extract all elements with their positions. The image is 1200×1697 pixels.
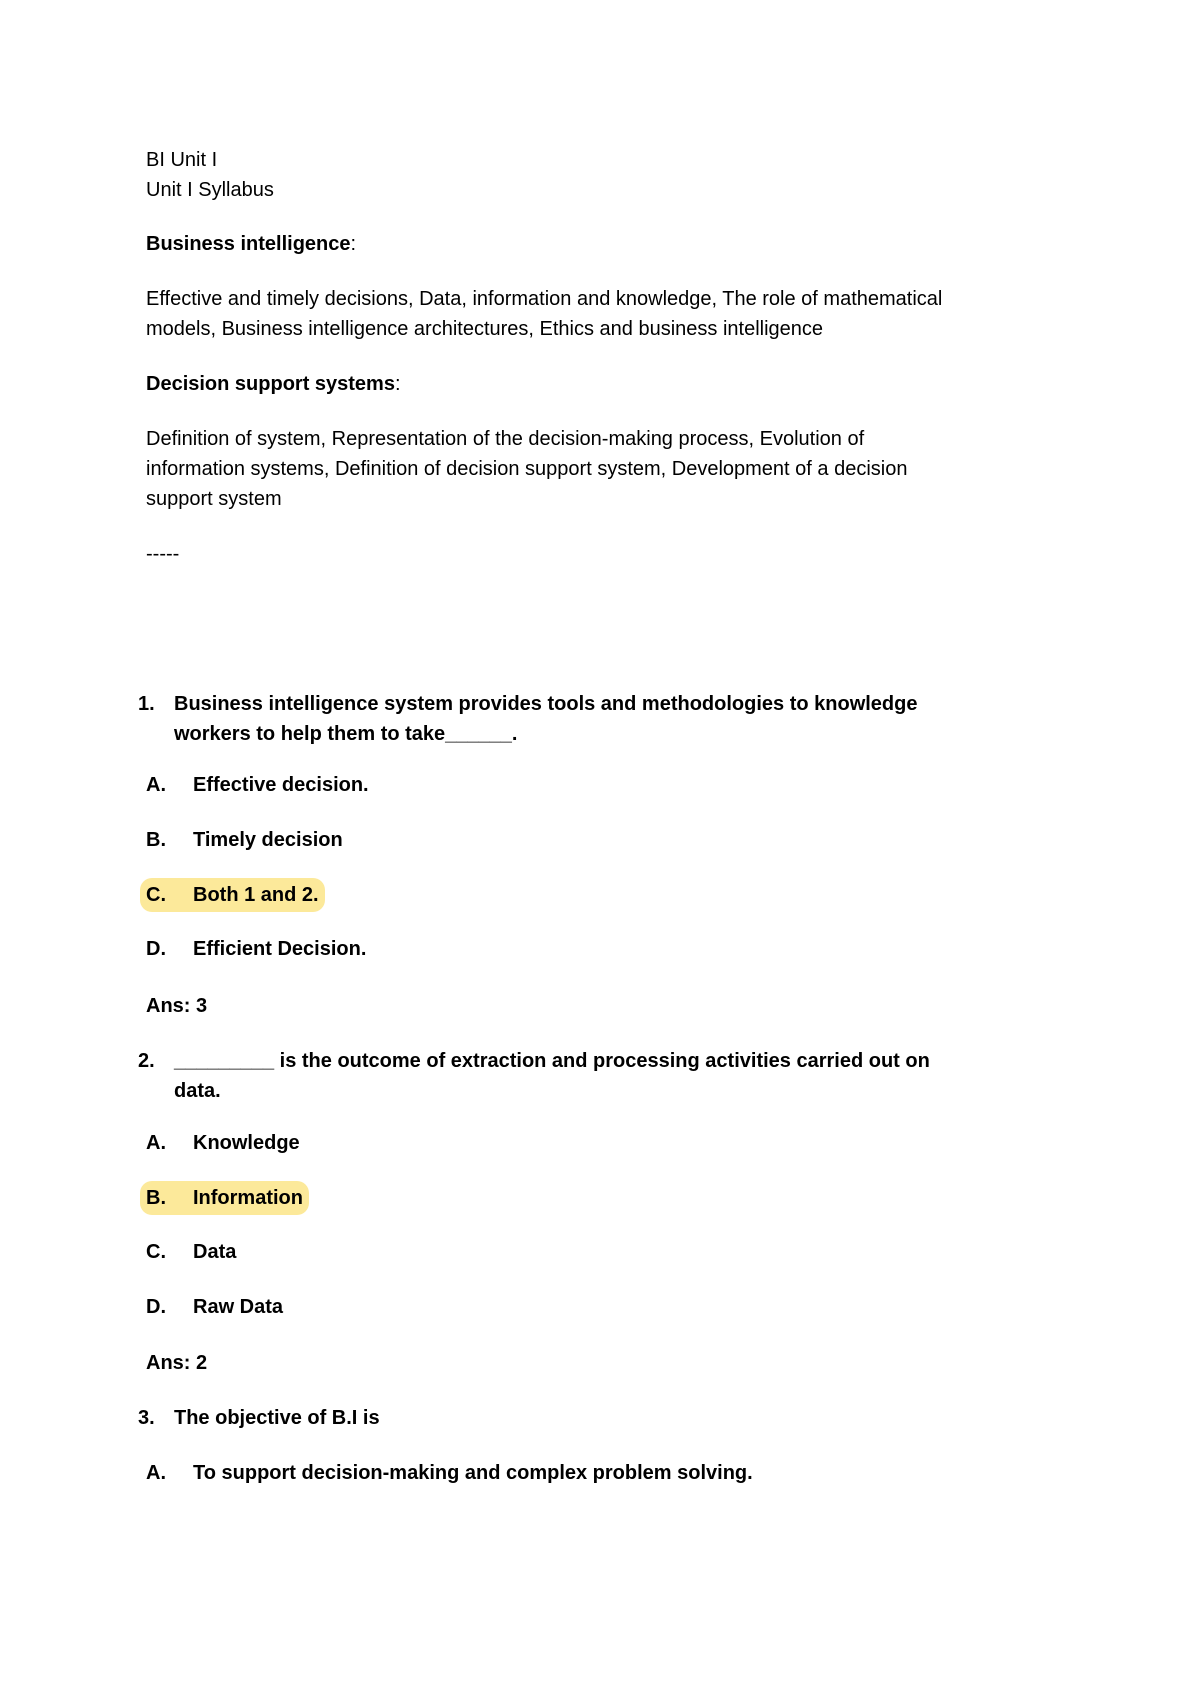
- option-b: B. Timely decision: [146, 829, 343, 851]
- option-a: A. Effective decision.: [146, 774, 369, 796]
- question-number: 3.: [138, 1407, 155, 1429]
- section-body-business-intelligence: Effective and timely decisions, Data, information and knowledge, The role of mathematical models, Business intelligence architectures, Ethics and business intelligence: [146, 288, 943, 340]
- option-a: A. Knowledge: [146, 1132, 300, 1154]
- section-heading-business-intelligence: Business intelligence:: [146, 233, 357, 255]
- question-text: _________ is the outcome of extraction and processing activities carried out on data.: [174, 1050, 930, 1102]
- option-d: D. Efficient Decision.: [146, 938, 367, 960]
- option-d: D. Raw Data: [146, 1296, 284, 1318]
- option-b-highlighted: B. Information: [140, 1181, 309, 1215]
- option-c-highlighted: C. Both 1 and 2.: [140, 878, 325, 912]
- question-number: 1.: [138, 693, 155, 715]
- document-subtitle: Unit I Syllabus: [146, 179, 274, 201]
- answer-text: Ans: 2: [146, 1352, 208, 1374]
- section-heading-decision-support-systems: Decision support systems:: [146, 373, 401, 395]
- question-text: The objective of B.I is: [174, 1407, 380, 1429]
- document-title: BI Unit I: [146, 149, 218, 171]
- answer-text: Ans: 3: [146, 995, 208, 1017]
- section-body-decision-support-systems: Definition of system, Representation of the decision-making process, Evolution of information systems, Definition of decision support system, Development of a decision support system: [146, 428, 908, 510]
- question-number: 2.: [138, 1050, 155, 1072]
- separator-line: -----: [146, 543, 180, 565]
- option-c: C. Data: [146, 1241, 237, 1263]
- option-a: A. To support decision-making and complex problem solving.: [146, 1462, 753, 1484]
- question-text: Business intelligence system provides tools and methodologies to knowledge workers to help them to take______.: [174, 693, 918, 745]
